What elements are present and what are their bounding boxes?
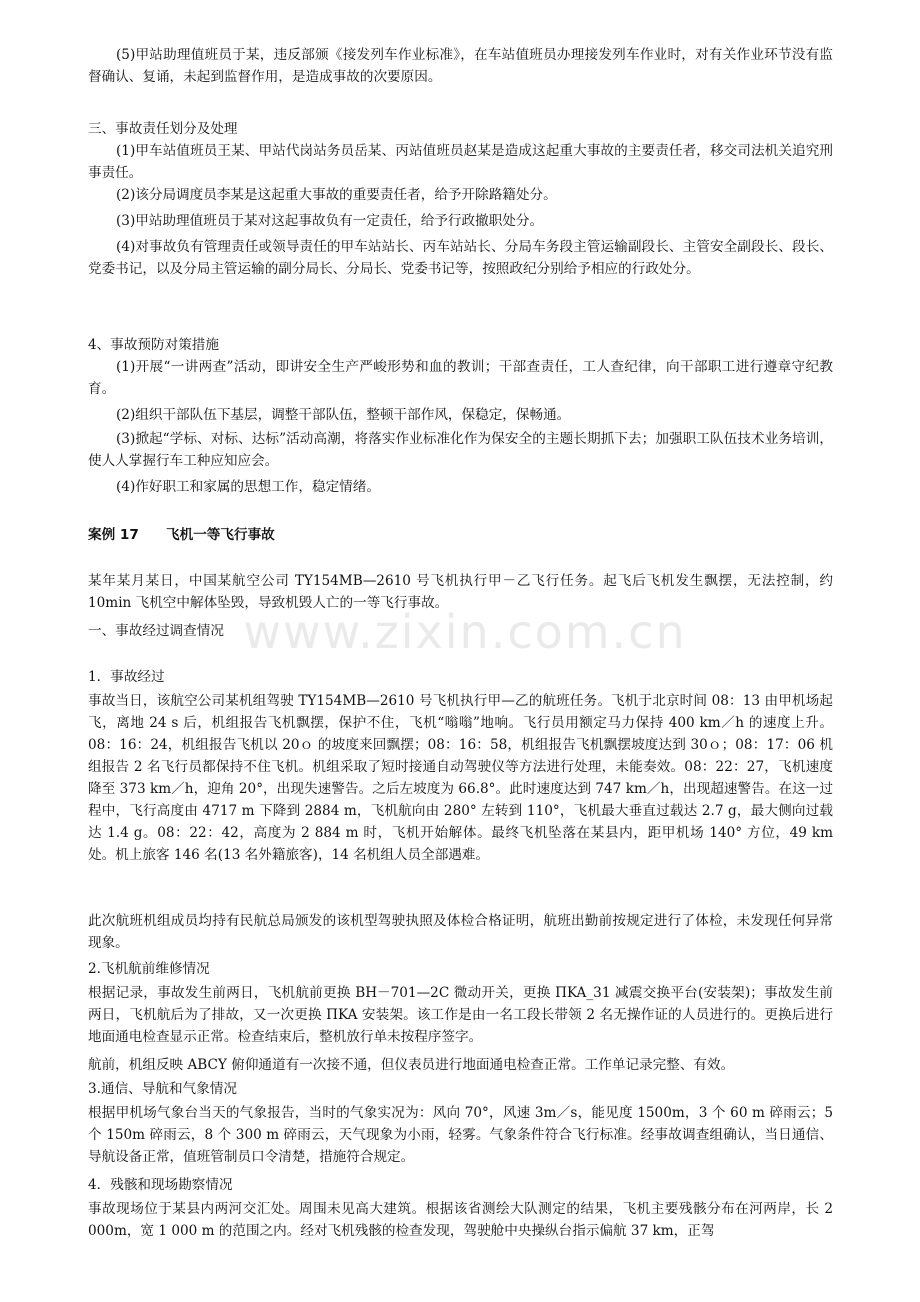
heading-investigation: 一、事故经过调查情况: [88, 623, 224, 639]
paragraph-responsibility-3: (3)甲站助理值班员于某对这起事故负有一定责任，给予行政撤职处分。: [116, 213, 544, 229]
paragraph-wreckage: 事故现场位于某县内两河交汇处。周围未见高大建筑。根据该省测绘大队测定的结果，飞机主要残骸分布在河两岸，长 2 000m，宽 1 000 m 的范围之内。经对飞机残骸的检查发现，驾驶舱中央操纵台指示偏航 37 km，正驾: [88, 1201, 833, 1239]
paragraph-responsibility-2: (2)该分局调度员李某是这起重大事故的重要责任者，给予开除路籍处分。: [116, 187, 557, 203]
paragraph-prevention-2: (2)组织干部队伍下基层，调整干部队伍，整顿干部作风，保稳定，保畅通。: [116, 407, 571, 423]
paragraph-crew-qualification: 此次航班机组成员均持有民航总局颁发的该机型驾驶执照及体检合格证明，航班出勤前按规定进行了体检，未发现任何异常现象。: [88, 913, 833, 951]
paragraph-prevention-3: (3)掀起“学标、对标、达标”活动高潮，将落实作业标准化作为保安全的主题长期抓下去；加强职工队伍技术业务培训，使人人掌握行车工种应知应会。: [88, 431, 833, 469]
paragraph-maintenance-1: 根据记录，事故发生前两日，飞机航前更换 BH－701—2C 微动开关，更换 ПKA_31 减震交换平台(安装架)；事故发生前两日，飞机航后为了排故，又一次更换 ПKA 安装架。该工作是由一名工段长带领 2 名无操作证的人员进行的。更换后进行地面通电检查显示正常。检查结束后，整机放行单未按程序签字。: [88, 985, 833, 1045]
heading-prevention: 4、事故预防对策措施: [88, 337, 219, 353]
paragraph-responsibility-4: (4)对事故负有管理责任或领导责任的甲车站站长、丙车站站长、分局车务段主管运输副段长、主管安全副段长、段长、党委书记，以及分局主管运输的副分局长、分局长、党委书记等，按照政纪分别给予相应的行政处分。: [88, 239, 833, 277]
case-intro: 某年某月某日，中国某航空公司 TY154MB—2610 号飞机执行甲－乙飞行任务。起飞后飞机发生飘摆，无法控制，约 10min 飞机空中解体坠毁，导致机毁人亡的一等飞行事故。: [88, 573, 833, 611]
paragraph-responsibility-1: (1)甲车站值班员王某、甲站代岗站务员岳某、丙站值班员赵某是造成这起重大事故的主要责任者，移交司法机关追究刑事责任。: [88, 143, 833, 181]
case-title: 案例 17 飞机一等飞行事故: [88, 527, 275, 543]
subheading-wreckage: 4．残骸和现场勘察情况: [88, 1177, 233, 1193]
paragraph-prevention-1: (1)开展“一讲两查”活动，即讲安全生产严峻形势和血的教训；干部查责任，工人查纪律，向干部职工进行遵章守纪教育。: [88, 359, 833, 397]
subheading-communication-weather: 3.通信、导航和气象情况: [88, 1081, 237, 1097]
watermark-text: www.zixin.com.cn: [243, 605, 687, 659]
paragraph-maintenance-2: 航前，机组反映 ABCY 俯仰通道有一次接不通，但仪表员进行地面通电检查正常。工作单记录完整、有效。: [88, 1057, 735, 1073]
paragraph-section-a-5: (5)甲站助理值班员于某，违反部颁《接发列车作业标准》，在车站值班员办理接发列车作业时，对有关作业环节没有监督确认、复诵，未起到监督作用，是造成事故的次要原因。: [88, 47, 833, 85]
heading-responsibility: 三、事故责任划分及处理: [88, 121, 238, 137]
paragraph-communication-weather: 根据甲机场气象台当天的气象报告，当时的气象实况为：风向 70°，风速 3m／s，能见度 1500m，3 个 60 m 碎雨云；5 个 150m 碎雨云，8 个 300 m 碎雨云，天气现象为小雨，轻雾。气象条件符合飞行标准。经事故调查组确认，当日通信、导航设备正常，值班管制员口令清楚，措施符合规定。: [88, 1105, 833, 1165]
paragraph-prevention-4: (4)作好职工和家属的思想工作，稳定情绪。: [116, 479, 380, 495]
subheading-accident-process: 1．事故经过: [88, 669, 165, 685]
subheading-maintenance: 2.飞机航前维修情况: [88, 961, 210, 977]
paragraph-accident-process: 事故当日，该航空公司某机组驾驶 TY154MB—2610 号飞机执行甲—乙的航班任务。飞机于北京时间 08：13 由甲机场起飞，离地 24 s 后，机组报告飞机飘摆，保护不住，飞机“嗡嗡”地响。飞行员用额定马力保持 400 km／h 的速度上升。08：16：24，机组报告飞机以 20ｏ 的坡度来回飘摆；08：16：58，机组报告飞机飘摆坡度达到 30ｏ；08：17：06 机组报告 2 名飞行员都保持不住飞机。机组采取了短时接通自动驾驶仪等方法进行处理，未能奏效。08：22：27，飞机速度降至 373 km／h，迎角 20°，出现失速警告。之后左坡度为 66.8°。此时速度达到 747 km／h，出现超速警告。在这一过程中，飞行高度由 4717 m 下降到 2884 m，飞机航向由 280° 左转到 110°，飞机最大垂直过载达 2.7 g，最大侧向过载达 1.4 g。08：22：42，高度为 2 884 m 时，飞机开始解体。最终飞机坠落在某县内，距甲机场 140° 方位，49 km 处。机上旅客 146 名(13 名外籍旅客)，14 名机组人员全部遇难。: [88, 693, 833, 863]
